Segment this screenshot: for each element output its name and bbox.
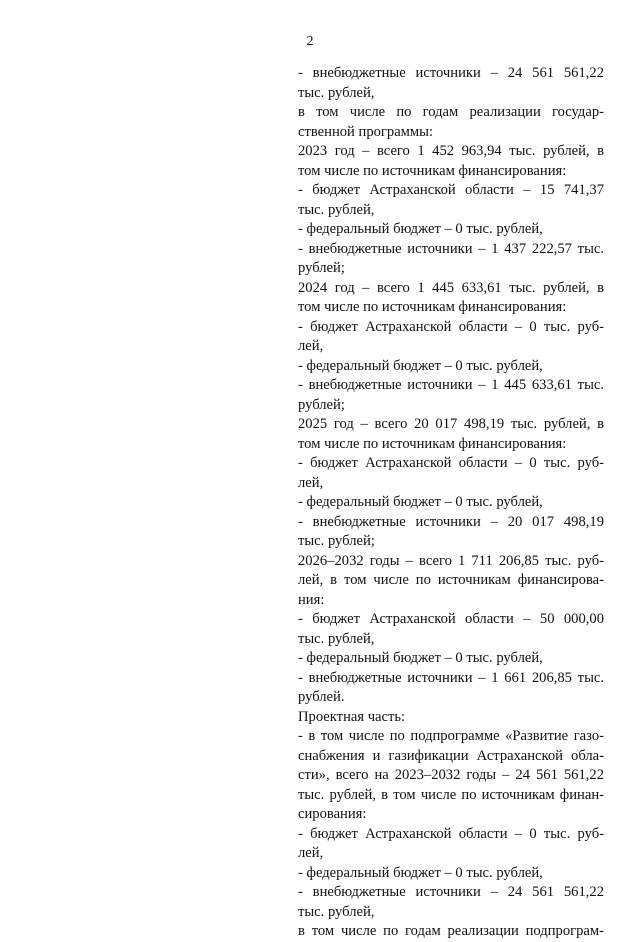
text-line: Проектная часть:	[298, 708, 406, 725]
text-line: рублей;	[298, 260, 345, 276]
document-text-column	[298, 64, 604, 942]
text-line: тыс. рублей,	[298, 903, 375, 920]
text-line: - в том числе по подпрограмме «Развитие газо-	[298, 728, 604, 744]
page-number: 2	[306, 34, 314, 49]
text-line: 2026–2032 годы – всего 1 711 206,85 тыс. руб-	[298, 552, 604, 569]
text-line: - внебюджетные источники – 1 437 222,57 тыс.	[298, 240, 604, 257]
text-line: - бюджет Астраханской области – 0 тыс. руб-	[298, 318, 604, 335]
text-line: ния:	[298, 591, 325, 608]
text-line: том числе по источникам финансирования:	[298, 299, 567, 315]
text-line: - внебюджетные источники – 24 561 561,22	[298, 884, 604, 900]
text-line: - внебюджетные источники – 20 017 498,19	[298, 513, 604, 530]
text-line: - внебюджетные источники – 1 661 206,85 тыс.	[298, 669, 604, 686]
text-line: сти», всего на 2023–2032 годы – 24 561 561,22	[298, 767, 604, 783]
text-line: ственной программы:	[298, 123, 434, 140]
text-line: том числе по источникам финансирования:	[298, 435, 567, 452]
text-line: 2025 год – всего 20 017 498,19 тыс. рублей, в	[298, 416, 604, 432]
text-line: 2023 год – всего 1 452 963,94 тыс. рублей, в	[298, 143, 604, 159]
text-line: рублей.	[298, 689, 345, 705]
text-line: сирования:	[298, 806, 367, 822]
text-line: - федеральный бюджет – 0 тыс. рублей,	[298, 864, 543, 881]
text-line: - федеральный бюджет – 0 тыс. рублей,	[298, 494, 543, 510]
text-line: - бюджет Астраханской области – 50 000,00	[298, 611, 604, 627]
text-line: тыс. рублей,	[298, 201, 375, 218]
text-line: - бюджет Астраханской области – 0 тыс. руб-	[298, 825, 604, 842]
text-line: - бюджет Астраханской области – 15 741,37	[298, 182, 604, 198]
text-line: - бюджет Астраханской области – 0 тыс. руб-	[298, 455, 604, 471]
text-line: лей,	[298, 845, 324, 861]
text-line: - федеральный бюджет – 0 тыс. рублей,	[298, 221, 543, 237]
text-line: лей, в том числе по источникам финансирова-	[298, 572, 604, 588]
text-line: том числе по источникам финансирования:	[298, 162, 567, 179]
text-line: - внебюджетные источники – 1 445 633,61 тыс.	[298, 377, 604, 393]
text-line: - внебюджетные источники – 24 561 561,22	[298, 65, 604, 81]
text-line: тыс. рублей;	[298, 533, 375, 549]
text-line: - федеральный бюджет – 0 тыс. рублей,	[298, 650, 543, 666]
text-line: тыс. рублей,	[298, 630, 375, 647]
text-line: - федеральный бюджет – 0 тыс. рублей,	[298, 357, 543, 374]
text-line: снабжения и газификации Астраханской обла-	[298, 747, 604, 764]
text-line: рублей;	[298, 396, 345, 413]
text-line: 2024 год – всего 1 445 633,61 тыс. рублей, в	[298, 279, 604, 296]
text-line: тыс. рублей,	[298, 84, 375, 101]
text-line: в том числе по годам реализации государ-	[298, 104, 604, 120]
text-line: тыс. рублей, в том числе по источникам финан-	[298, 786, 604, 803]
text-line: в том числе по годам реализации подпрограм-	[298, 923, 604, 939]
text-line: лей,	[298, 338, 324, 354]
text-line: лей,	[298, 474, 324, 491]
